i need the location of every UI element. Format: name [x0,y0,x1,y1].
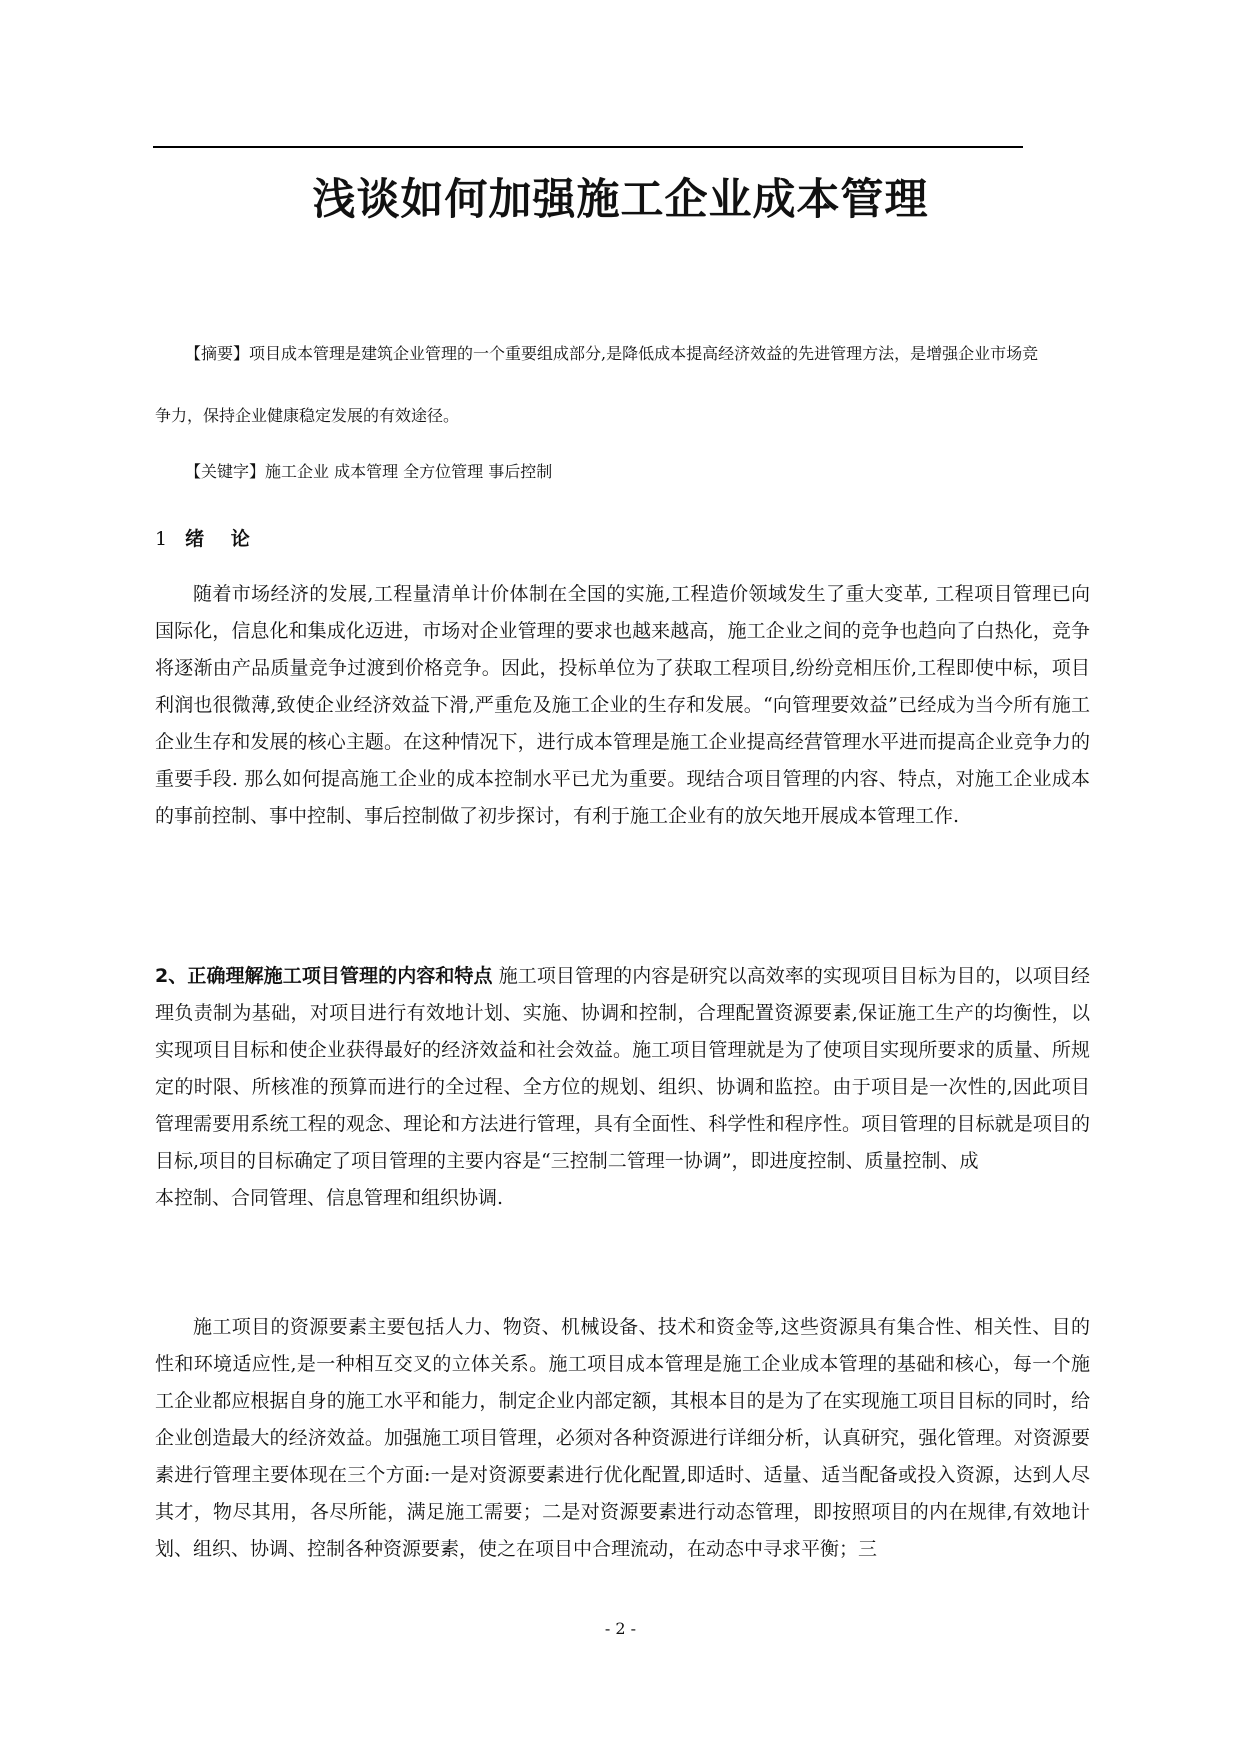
section-1-heading [155,524,260,554]
paragraph-2 [155,958,1090,1217]
paragraph-3: 施工项目的资源要素主要包括人力、物资、机械设备、技术和资金等,这些资源具有集合性、相关性、目的性和环境适应性,是一种相互交叉的立体关系。施工项目成本管理是施工企业成本管理的基础和核心，每一个施工企业都应根据自身的施工水平和能力，制定企业内部定额，其根本目的是为了在实现施工项目目标的同时，给企业创造最大的经济效益。加强施工项目管理，必须对各种资源进行详细分析，认真研究，强化管理。对资源要素进行管理主要体现在三个方面:一是对资源要素进行优化配置,即适时、适量、适当配备或投入资源，达到人尽其才，物尽其用，各尽所能，满足施工需要；二是对资源要素进行动态管理，即按照项目的内在规律,有效地计划、组织、协调、控制各种资源要素，使之在项目中合理流动，在动态中寻求平衡；三 [155,1316,1090,1560]
paragraph-2-lead: 施工项目管理的内容是研究以高效率的实现项目目标为目的，以项目经理负责制为基础，对项目进行有效地计划、实施、协调和控制，合理配置资源要素,保证施工生产的均衡性，以实现项目目标和使企业获得最好的经济效益和社会效益。施工项目管理就是为了使项目实现所要求的质量、所规定的时限、所核准的预算而进行的全过程、全方位的规划、组织、协调和监控。由于项目是一次性的,因此项目管理需要用系统工程的观念、理论和方法进行管理，具有全面性、科学性和程序性。项目管理的目标就是项目的目标,项目的目标确定了项目管理的主要内容是“三控制二管理一协调”，即进度控制、质量控制、成 [155,965,1090,1172]
abstract-line-1: 【摘要】项目成本管理是建筑企业管理的一个重要组成部分,是降低成本提高经济效益的先进管理方法，是增强企业市场竞 [185,344,1039,363]
header-rule [153,146,1023,148]
page-number: - 2 - [604,1619,637,1638]
section-1-number: 1 [155,528,168,550]
paragraph-2-tail: 本控制、合同管理、信息管理和组织协调. [155,1187,504,1209]
section-1-title: 绪 论 [185,528,260,550]
paragraph-1: 随着市场经济的发展,工程量清单计价体制在全国的实施,工程造价领域发生了重大变革, 工程项目管理已向国际化，信息化和集成化迈进，市场对企业管理的要求也越来越高，施工企业之间的竞争也趋向了白热化，竞争将逐渐由产品质量竞争过渡到价格竞争。因此，投标单位为了获取工程项目,纷纷竞相压价,工程即使中标，项目利润也很微薄,致使企业经济效益下滑,严重危及施工企业的生存和发展。“向管理要效益”已经成为当今所有施工企业生存和发展的核心主题。在这种情况下，进行成本管理是施工企业提高经营管理水平进而提高企业竞争力的重要手段. 那么如何提高施工企业的成本控制水平已尤为重要。现结合项目管理的内容、特点，对施工企业成本的事前控制、事中控制、事后控制做了初步探讨，有利于施工企业有的放矢地开展成本管理工作. [155,583,1090,827]
keywords: 【关键字】施工企业 成本管理 全方位管理 事后控制 [185,462,553,481]
abstract-line-2: 争力，保持企业健康稳定发展的有效途径。 [155,406,460,425]
abstract [155,323,1090,447]
section-2-heading: 2、正确理解施工项目管理的内容和特点 [155,965,493,987]
document-title: 浅谈如何加强施工企业成本管理 [312,175,929,225]
